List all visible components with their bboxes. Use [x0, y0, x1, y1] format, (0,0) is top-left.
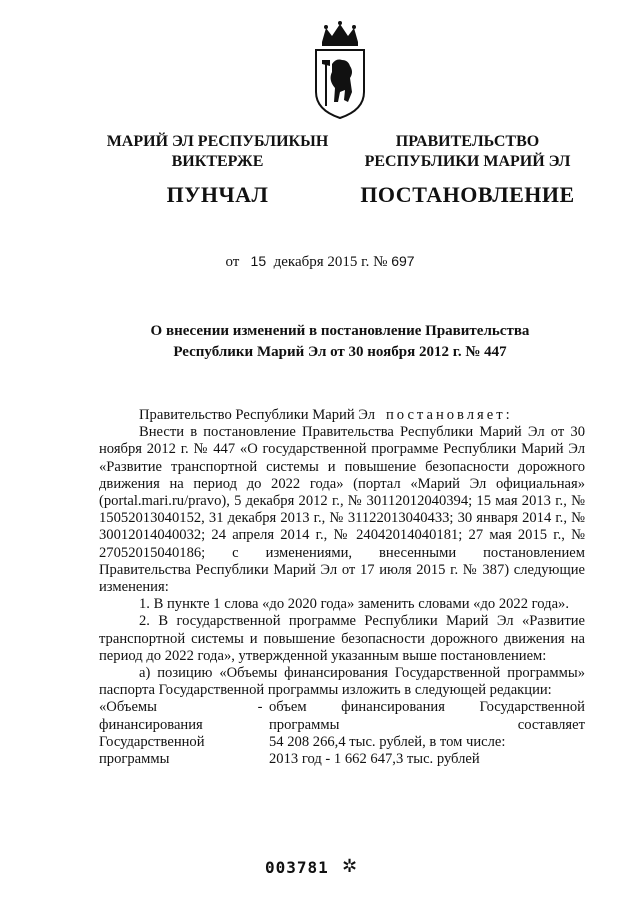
document-number: 697 — [391, 253, 415, 269]
funding-dash: - — [257, 699, 263, 716]
funding-table-row — [99, 734, 585, 751]
header-right-doc-type: ПОСТАНОВЛЕНИЕ — [360, 182, 575, 207]
header-right-block — [350, 132, 585, 205]
serial-number-stamp: 003781 — [265, 858, 329, 877]
funding-value-2: программы составляет — [269, 716, 585, 733]
header-left-doc-type: ПУНЧАЛ — [166, 182, 269, 207]
date-month-year: декабря 2015 г. № — [273, 254, 388, 270]
funding-label-2: финансирования — [99, 716, 203, 733]
header-right-line2: РЕСПУБЛИКИ МАРИЙ ЭЛ — [364, 153, 571, 170]
title-line2: Республики Марий Эл от 30 ноября 2012 г. № 447 — [173, 344, 507, 360]
header-right-line1: ПРАВИТЕЛЬСТВО — [395, 133, 540, 150]
date-prefix: от — [225, 254, 240, 270]
funding-table-row — [99, 751, 585, 768]
paragraph-item-1: 1. В пункте 1 слова «до 2020 года» заменить словами «до 2022 года». — [139, 596, 570, 613]
funding-value-4: 2013 год - 1 662 647,3 тыс. рублей — [269, 751, 480, 768]
funding-value-3: 54 208 266,4 тыс. рублей, в том числе: — [269, 733, 506, 750]
document-body — [99, 407, 585, 768]
intro-verb: постановляет: — [385, 407, 513, 423]
paragraph-item-2: 2. В государственной программе Республики Марий Эл «Развитие транспортной системы и повышение безопасности дорожного движения на период до 2022 года», утвержденной указанным выше постановлением: — [99, 613, 585, 664]
funding-value-1: объем финансирования Государственной — [269, 699, 585, 716]
title-line1: О внесении изменений в постановление Правительства — [150, 323, 530, 339]
funding-label-1: «Объемы — [99, 699, 157, 716]
document-date-line — [0, 253, 640, 271]
funding-table-row — [99, 699, 585, 716]
coat-of-arms-emblem — [310, 20, 370, 120]
funding-label-3: Государственной — [99, 733, 205, 750]
date-day: 15 — [250, 253, 267, 269]
header-left-block — [95, 132, 340, 205]
intro-subject: Правительство Республики Марий Эл — [139, 407, 376, 423]
funding-label-4: программы — [99, 751, 170, 768]
asterisk-mark-icon: ✲ — [342, 856, 358, 877]
funding-table-row — [99, 717, 585, 734]
paragraph-main-changes: Внести в постановление Правительства Республики Марий Эл от 30 ноября 2012 г. № 447 «О государственной программе Республики Марий Эл «Развитие транспортной системы и повышение безопасности дорожного движения на период до 2022 года» (портал «Марий Эл официальная» (portal.mari.ru/pravo), 5 декабря 2012 г., № 30112012040394; 15 мая 2013 г., № 15052013040152, 31 декабря 2013 г., № 31122013040433; 30 января 2014 г., № 30012014040032; 24 апреля 2014 г., № 24042014040181; 27 мая 2015 г., № 27052015040186; с изменениями, внесенными постановлением Правительства Республики Марий Эл от 17 июля 2015 г. № 387) следующие изменения: — [99, 424, 585, 596]
paragraph-item-2a: а) позицию «Объемы финансирования Государственной программы» паспорта Государственной программы изложить в следующей редакции: — [99, 665, 585, 699]
funding-table — [99, 699, 585, 768]
document-title — [90, 321, 590, 363]
header-left-line2: ВИКТЕРЖЕ — [171, 153, 264, 170]
intro-paragraph — [99, 407, 585, 424]
header-left-line1: МАРИЙ ЭЛ РЕСПУБЛИКЫН — [106, 133, 329, 150]
